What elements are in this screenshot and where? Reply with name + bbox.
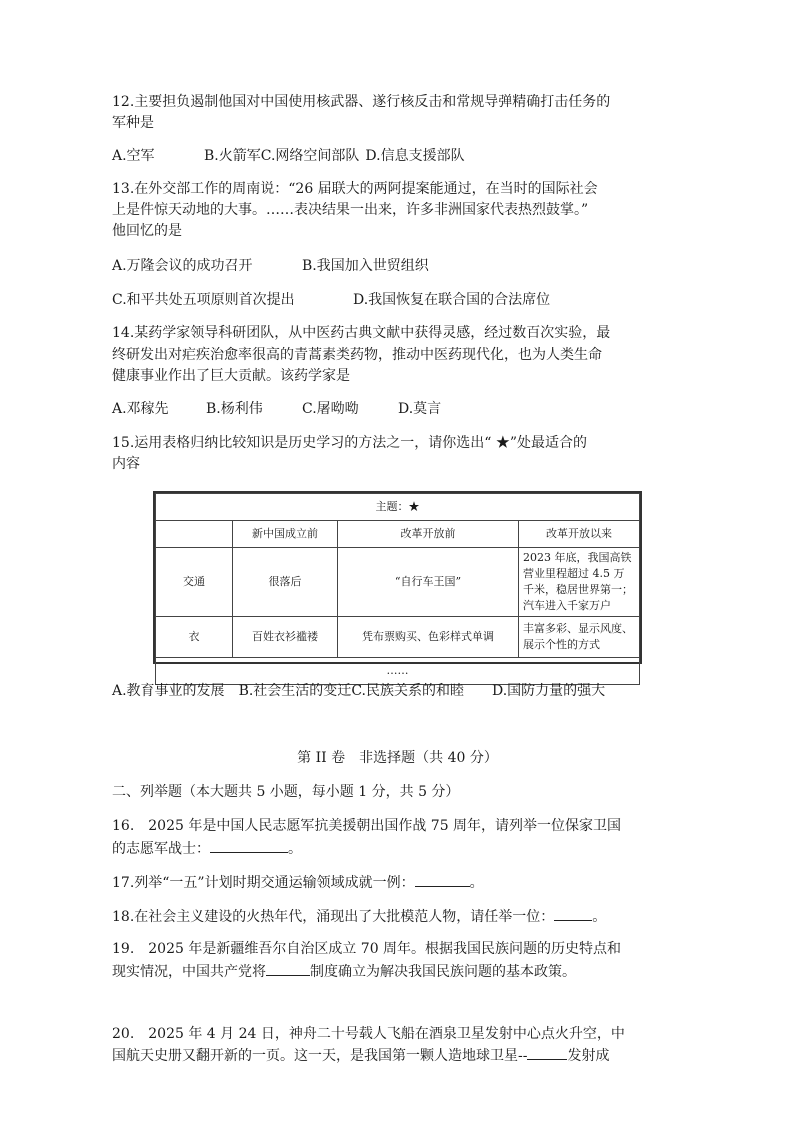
q17-end: 。 [469, 875, 484, 891]
q19-stem-line2 [112, 961, 576, 982]
q12-stem-line2: 军种是 [112, 115, 154, 131]
q16-end: 。 [288, 841, 302, 857]
table-cell: 衣 [156, 617, 233, 658]
q15-option-d: D.国防力量的强大 [491, 683, 606, 699]
q19-prompt-b: 制度确立为解决我国民族问题的基本政策。 [310, 964, 576, 980]
q15-options [112, 681, 605, 701]
q12-stem-line1: 12.主要担负遏制他国对中国使用核武器、遂行核反击和常规导弹精确打击任务的 [112, 94, 611, 110]
q12-option-b: B.火箭军 [204, 148, 261, 164]
q14-options [112, 399, 441, 419]
table-cell: 百姓衣衫褴褛 [233, 617, 338, 658]
q14-option-c: C.屠呦呦 [302, 401, 359, 417]
table-cell: 2023 年底，我国高铁营业里程超过 4.5 万千米，稳居世界第一；汽车进入千家万户 [519, 548, 640, 617]
comparison-table [153, 491, 642, 677]
q18-end: 。 [592, 909, 607, 925]
table-ellipsis-cell: …… [156, 658, 640, 685]
q19-answer-blank[interactable] [266, 961, 310, 976]
q12-options [112, 146, 465, 166]
q15-stem-line1: 15.运用表格归纳比较知识是历史学习的方法之一，请你选出“ ★”处最适合的 [112, 435, 588, 451]
q13-options-row2 [112, 290, 550, 310]
q12-option-a: A.空军 [112, 148, 155, 164]
q16-stem-line2 [112, 838, 302, 859]
q15-option-c: C.民族关系的和睦 [351, 683, 464, 699]
q13-option-c: C.和平共处五项原则首次提出 [112, 292, 295, 308]
q13-option-a: A.万隆会议的成功召开 [112, 258, 253, 274]
q14-stem-line2: 终研发出对疟疾治愈率很高的青蒿素类药物，推动中医药现代化，也为人类生命 [112, 347, 602, 363]
table-cell: 凭布票购买、色彩样式单调 [338, 617, 519, 658]
q16-answer-blank[interactable] [210, 838, 288, 853]
table-cell: “自行车王国” [338, 548, 519, 617]
q17-prompt: 17.列举“一五”计划时期交通运输领域成就一例： [112, 875, 415, 891]
q12-option-c: C.网络空间部队 [260, 148, 360, 164]
q18-prompt: 18.在社会主义建设的火热年代，涌现出了大批模范人物，请任举一位： [112, 909, 555, 925]
table-header-since-reform: 改革开放以来 [519, 521, 640, 548]
q18-answer-blank[interactable] [554, 906, 592, 921]
q16-prompt: 的志愿军战士： [112, 841, 210, 857]
q14-stem-line3: 健康事业作出了巨大贡献。该药学家是 [112, 368, 350, 384]
q14-option-a: A.邓稼先 [112, 401, 169, 417]
q19-prompt-a: 现实情况，中国共产党将 [112, 964, 266, 980]
q13-stem-line1: 13.在外交部工作的周南说：“26 届联大的两阿提案能通过，在当时的国际社会 [112, 181, 598, 197]
table-theme-cell: 主题：★ [156, 494, 640, 521]
q13-option-d: D.我国恢复在联合国的合法席位 [353, 292, 551, 308]
q16-stem-line1: 16. 2025 年是中国人民志愿军抗美援朝出国作战 75 周年，请列举一位保家卫国 [112, 818, 622, 834]
q20-stem-line1: 20. 2025 年 4 月 24 日，神舟二十号载人飞船在酒泉卫星发射中心点火升空，中 [112, 1026, 625, 1042]
table-cell: 丰富多彩、显示风度、展示个性的方式 [519, 617, 640, 658]
q20-prompt-b: 发射成 [567, 1048, 610, 1064]
q14-option-d: D.莫言 [398, 401, 442, 417]
q20-answer-blank[interactable] [527, 1045, 567, 1060]
q17-stem [112, 872, 484, 893]
q20-stem-line2 [112, 1045, 609, 1066]
q13-stem-line3: 他回忆的是 [112, 223, 182, 239]
q13-stem-line2: 上是件惊天动地的大事。……表决结果一出来，许多非洲国家代表热烈鼓掌。” [112, 202, 589, 218]
q12-option-d: D.信息支援部队 [365, 148, 465, 164]
q15-option-b: B.社会生活的变迁 [238, 683, 352, 699]
table-cell: 交通 [156, 548, 233, 617]
section-title: 第 II 卷 非选择题（共 40 分） [297, 750, 498, 766]
table-cell: 很落后 [233, 548, 338, 617]
q13-options-row1 [112, 256, 429, 276]
q13-option-b: B.我国加入世贸组织 [302, 258, 429, 274]
table-header-before-reform: 改革开放前 [338, 521, 519, 548]
table-header-before-founding: 新中国成立前 [233, 521, 338, 548]
q14-stem-line1: 14.某药学家领导科研团队，从中医药古典文献中获得灵感，经过数百次实验，最 [112, 325, 611, 341]
q19-stem-line1: 19. 2025 年是新疆维吾尔自治区成立 70 周年。根据我国民族问题的历史特点和 [112, 941, 622, 957]
q15-stem-line2: 内容 [112, 456, 140, 472]
q14-option-b: B.杨利伟 [206, 401, 263, 417]
q20-prompt-a: 国航天史册又翻开新的一页。这一天，是我国第一颗人造地球卫星-- [112, 1048, 528, 1064]
q15-option-a: A.教育事业的发展 [112, 683, 225, 699]
table-header-blank [156, 521, 233, 548]
q18-stem [112, 906, 606, 927]
q17-answer-blank[interactable] [415, 872, 470, 887]
section-heading: 二、列举题（本大题共 5 小题，每小题 1 分，共 5 分） [112, 784, 460, 800]
